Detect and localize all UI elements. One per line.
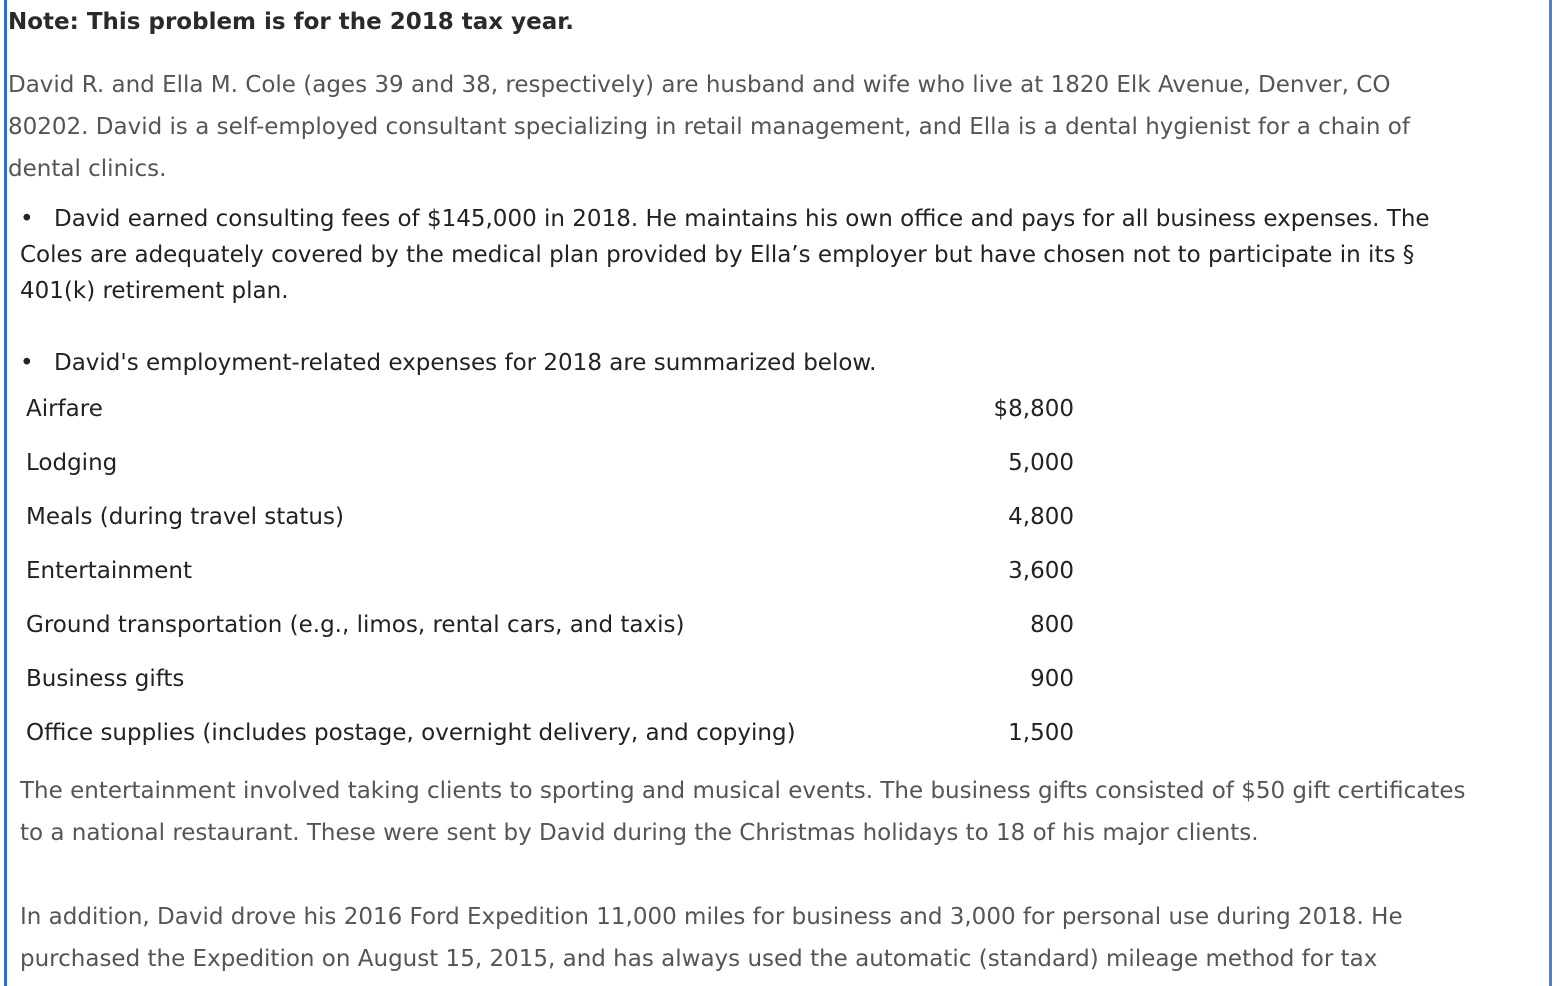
bullet-dot-icon: •	[20, 350, 34, 376]
entertainment-gifts-paragraph	[20, 770, 1540, 854]
right-border-rule	[1549, 0, 1552, 986]
expense-label: Ground transportation (e.g., limos, rental cars, and taxis)	[26, 612, 685, 638]
intro-line: David R. and Ella M. Cole (ages 39 and 38, respectively) are husband and wife who live at 1820 Elk Avenue, Denver, CO	[8, 72, 1391, 98]
expense-amount: 4,800	[1008, 504, 1074, 530]
expense-label: Airfare	[26, 396, 103, 422]
expense-label: Entertainment	[26, 558, 192, 584]
bullet-consulting-fees	[20, 201, 1520, 309]
intro-line: 80202. David is a self-employed consultant specializing in retail management, and Ella is a dental hygienist for a chain of	[8, 114, 1410, 140]
bullet-line: Coles are adequately covered by the medical plan provided by Ella’s employer but have chosen not to participate in its §	[20, 242, 1415, 268]
bullet-line: David's employment-related expenses for 2018 are summarized below.	[54, 350, 877, 376]
vehicle-mileage-paragraph	[20, 896, 1540, 980]
paragraph-line: The entertainment involved taking clients to sporting and musical events. The business gifts consisted of $50 gift certificates	[20, 778, 1466, 804]
expense-row	[26, 661, 1074, 697]
expense-label: Meals (during travel status)	[26, 504, 344, 530]
expense-label: Business gifts	[26, 666, 185, 692]
expense-label: Office supplies (includes postage, overnight delivery, and copying)	[26, 720, 796, 746]
paragraph-line: to a national restaurant. These were sent by David during the Christmas holidays to 18 of his major clients.	[20, 820, 1259, 846]
expense-row	[26, 391, 1074, 427]
expense-row	[26, 445, 1074, 481]
expense-amount: 800	[1030, 612, 1074, 638]
bullet-dot-icon: •	[20, 206, 34, 232]
expense-amount: 900	[1030, 666, 1074, 692]
paragraph-line: In addition, David drove his 2016 Ford Expedition 11,000 miles for business and 3,000 for personal use during 2018. He	[20, 904, 1403, 930]
expense-row	[26, 553, 1074, 589]
expense-amount: 3,600	[1008, 558, 1074, 584]
expense-label: Lodging	[26, 450, 118, 476]
intro-paragraph	[8, 64, 1508, 190]
expense-amount: 5,000	[1008, 450, 1074, 476]
intro-line: dental clinics.	[8, 156, 167, 182]
bullet-line: 401(k) retirement plan.	[20, 278, 289, 304]
expense-row	[26, 499, 1074, 535]
bullet-expenses-summary	[20, 345, 1220, 381]
tax-year-note: Note: This problem is for the 2018 tax year.	[8, 9, 575, 35]
expense-row	[26, 715, 1074, 751]
expense-amount: 1,500	[1008, 720, 1074, 746]
left-border-rule	[4, 0, 7, 986]
expense-row	[26, 607, 1074, 643]
paragraph-line: purchased the Expedition on August 15, 2015, and has always used the automatic (standard) mileage method for tax	[20, 946, 1378, 972]
bullet-line: David earned consulting fees of $145,000 in 2018. He maintains his own office and pays for all business expenses. The	[54, 206, 1430, 232]
expense-amount: $8,800	[993, 396, 1074, 422]
